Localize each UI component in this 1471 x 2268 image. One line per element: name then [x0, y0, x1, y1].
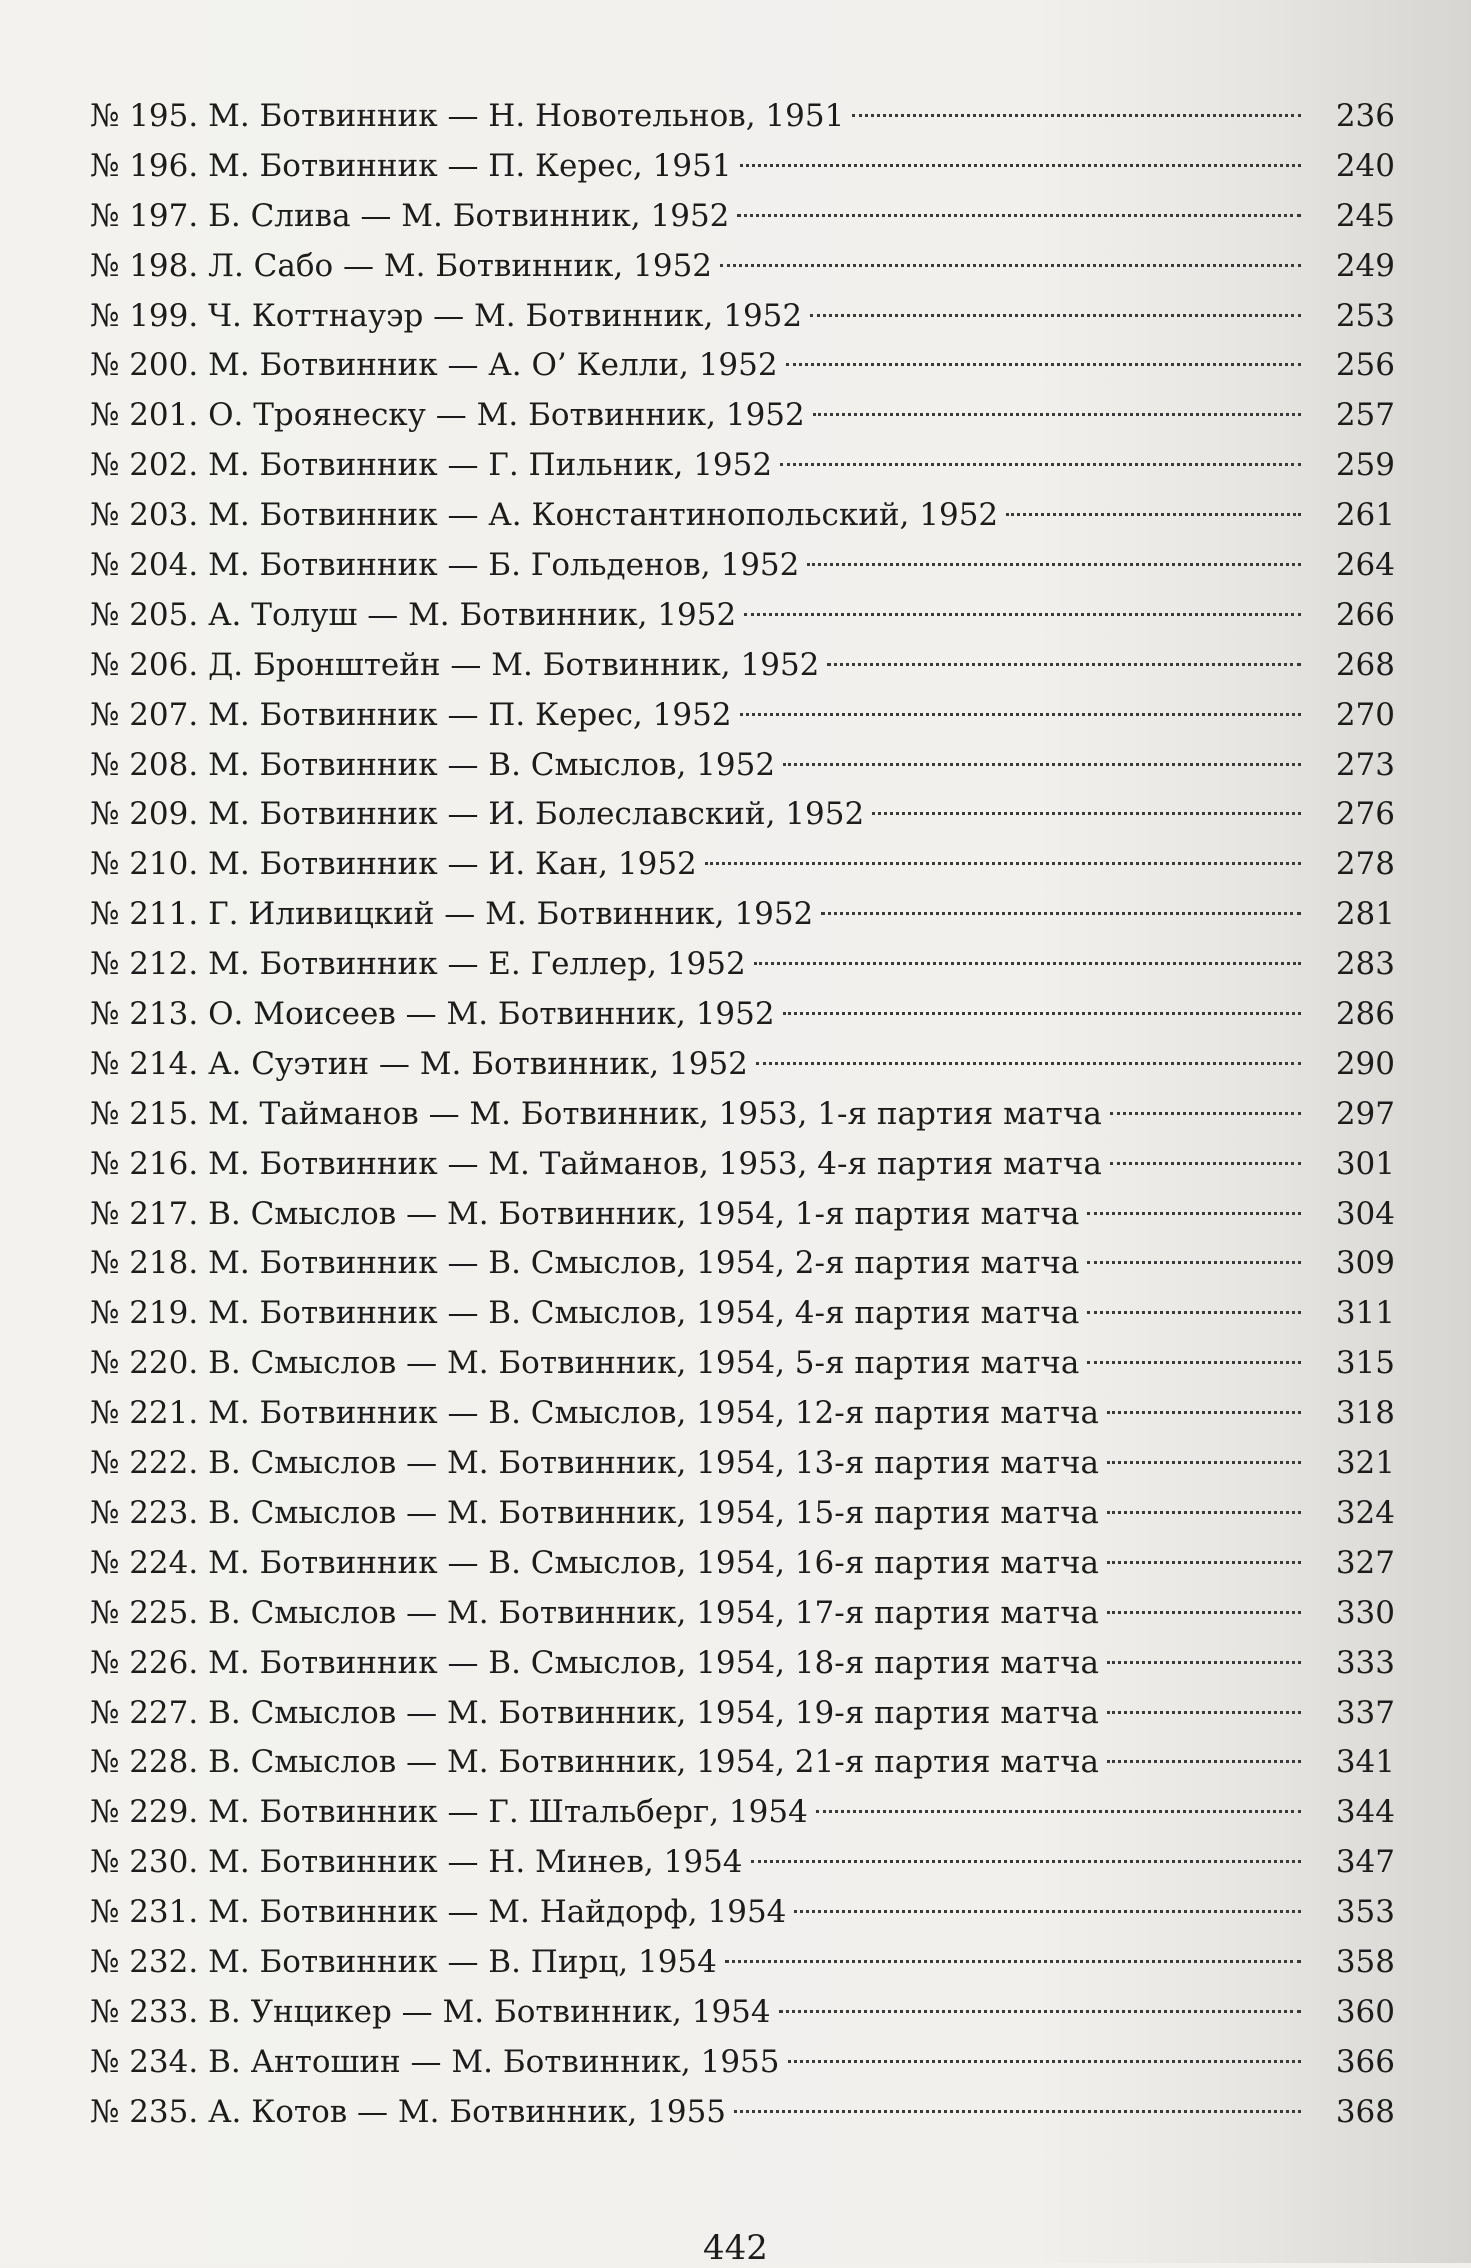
- number-separator: .: [188, 397, 209, 434]
- game-title: М. Ботвинник — А. О’ Келли, 1952: [208, 347, 778, 384]
- page-reference: 290: [1335, 1045, 1395, 1082]
- dot-leader: [852, 114, 1301, 117]
- toc-entry: [90, 441, 1395, 491]
- number-separator: .: [188, 696, 209, 733]
- toc-entry: [90, 1439, 1395, 1489]
- number-separator: .: [188, 1594, 209, 1631]
- page-reference: 236: [1335, 98, 1395, 134]
- page-reference: 333: [1335, 1644, 1395, 1681]
- game-title: В. Унцикер — М. Ботвинник, 1954: [208, 1993, 771, 2030]
- game-number: № 202: [90, 447, 189, 484]
- toc-entry: [90, 1589, 1395, 1639]
- toc-entry: [90, 1689, 1395, 1739]
- game-title: В. Смыслов — М. Ботвинник, 1954, 21-я партия матча: [208, 1744, 1100, 1781]
- game-title: М. Ботвинник — М. Найдорф, 1954: [208, 1894, 787, 1931]
- number-separator: .: [188, 247, 209, 284]
- number-separator: .: [188, 347, 209, 384]
- toc-entry: [90, 242, 1395, 292]
- game-number: № 210: [90, 846, 189, 883]
- dot-leader: [788, 2060, 1302, 2063]
- dot-leader: [872, 812, 1301, 815]
- game-title: В. Смыслов — М. Ботвинник, 1954, 19-я партия матча: [208, 1694, 1100, 1731]
- dot-leader: [779, 2010, 1301, 2013]
- page-reference: 249: [1335, 247, 1395, 284]
- game-number: № 228: [90, 1744, 189, 1781]
- page-reference: 270: [1335, 696, 1395, 733]
- toc-entry: [90, 92, 1395, 142]
- page-reference: 366: [1335, 2043, 1395, 2080]
- game-number: № 219: [90, 1295, 189, 1332]
- toc-entry: [90, 1090, 1395, 1140]
- page-reference: 327: [1335, 1544, 1395, 1581]
- page-reference: 256: [1335, 347, 1395, 384]
- game-title: М. Ботвинник — М. Тайманов, 1953, 4-я партия матча: [208, 1145, 1102, 1182]
- page-reference: 341: [1335, 1744, 1395, 1781]
- page-reference: 347: [1335, 1844, 1395, 1881]
- toc-entry: [90, 391, 1395, 441]
- game-number: № 209: [90, 796, 189, 833]
- dot-leader: [734, 2110, 1301, 2113]
- game-number: № 232: [90, 1943, 189, 1980]
- toc-entry: [90, 1239, 1395, 1289]
- table-of-contents: [90, 92, 1395, 2138]
- game-number: № 234: [90, 2043, 189, 2080]
- game-title: Г. Иливицкий — М. Ботвинник, 1952: [208, 896, 814, 933]
- dot-leader: [1107, 1561, 1301, 1564]
- dot-leader: [725, 1960, 1301, 1963]
- game-number: № 226: [90, 1644, 189, 1681]
- toc-entry: [90, 1389, 1395, 1439]
- page-number: 442: [703, 2228, 768, 2268]
- number-separator: .: [188, 1045, 209, 1082]
- number-separator: .: [188, 796, 209, 833]
- game-title: М. Ботвинник — И. Кан, 1952: [208, 846, 697, 883]
- toc-entry: [90, 1838, 1395, 1888]
- number-separator: .: [188, 1195, 209, 1232]
- game-title: М. Ботвинник — Н. Минев, 1954: [208, 1844, 743, 1881]
- game-number: № 197: [90, 197, 189, 234]
- game-title: М. Ботвинник — Г. Пильник, 1952: [208, 447, 773, 484]
- toc-entry: [90, 1738, 1395, 1788]
- dot-leader: [783, 1012, 1301, 1015]
- number-separator: .: [188, 1744, 209, 1781]
- game-number: № 218: [90, 1245, 189, 1282]
- page-reference: 281: [1335, 896, 1395, 933]
- game-title: М. Ботвинник — В. Смыслов, 1954, 12-я партия матча: [208, 1395, 1100, 1432]
- game-title: М. Ботвинник — А. Константинопольский, 1952: [208, 497, 999, 534]
- number-separator: .: [188, 547, 209, 584]
- game-title: М. Ботвинник — П. Керес, 1952: [208, 696, 732, 733]
- number-separator: .: [188, 596, 209, 633]
- game-title: М. Ботвинник — Г. Штальберг, 1954: [208, 1794, 808, 1831]
- dot-leader: [1107, 1760, 1301, 1763]
- page-reference: 278: [1335, 846, 1395, 883]
- toc-entry: [90, 491, 1395, 541]
- game-number: № 230: [90, 1844, 189, 1881]
- toc-entry: [90, 1888, 1395, 1938]
- game-number: № 235: [90, 2093, 189, 2130]
- number-separator: .: [188, 646, 209, 683]
- dot-leader: [1107, 1611, 1301, 1614]
- dot-leader: [1107, 1711, 1301, 1714]
- toc-entry: [90, 1040, 1395, 1090]
- number-separator: .: [188, 1794, 209, 1831]
- dot-leader: [807, 563, 1301, 566]
- game-number: № 214: [90, 1045, 189, 1082]
- dot-leader: [786, 363, 1301, 366]
- dot-leader: [1107, 1661, 1301, 1664]
- game-title: М. Тайманов — М. Ботвинник, 1953, 1-я партия матча: [208, 1095, 1102, 1132]
- toc-entry: [90, 591, 1395, 641]
- page-reference: 304: [1335, 1195, 1395, 1232]
- page-reference: 286: [1335, 996, 1395, 1033]
- dot-leader: [810, 314, 1301, 317]
- game-number: № 231: [90, 1894, 189, 1931]
- toc-entry: [90, 341, 1395, 391]
- number-separator: .: [188, 147, 209, 184]
- dot-leader: [813, 413, 1301, 416]
- page-reference: 318: [1335, 1395, 1395, 1432]
- dot-leader: [794, 1910, 1301, 1913]
- page-reference: 324: [1335, 1494, 1395, 1531]
- toc-entry: [90, 2088, 1395, 2138]
- toc-entry: [90, 741, 1395, 791]
- dot-leader: [737, 214, 1301, 217]
- dot-leader: [1006, 513, 1301, 516]
- game-number: № 211: [90, 896, 189, 933]
- game-number: № 213: [90, 996, 189, 1033]
- page-reference: 330: [1335, 1594, 1395, 1631]
- toc-entry: [90, 142, 1395, 192]
- game-title: М. Ботвинник — Е. Геллер, 1952: [208, 946, 746, 983]
- number-separator: .: [188, 1245, 209, 1282]
- dot-leader: [744, 613, 1301, 616]
- page-reference: 253: [1335, 297, 1395, 334]
- number-separator: .: [188, 996, 209, 1033]
- dot-leader: [1087, 1311, 1301, 1314]
- game-title: Б. Слива — М. Ботвинник, 1952: [208, 197, 730, 234]
- toc-entry: [90, 790, 1395, 840]
- page-reference: 321: [1335, 1445, 1395, 1482]
- toc-entry: [90, 1988, 1395, 2038]
- game-number: № 205: [90, 596, 189, 633]
- game-number: № 223: [90, 1494, 189, 1531]
- game-number: № 216: [90, 1145, 189, 1182]
- game-number: № 233: [90, 1993, 189, 2030]
- dot-leader: [1107, 1511, 1301, 1514]
- game-title: М. Ботвинник — В. Смыслов, 1952: [208, 746, 776, 783]
- game-number: № 212: [90, 946, 189, 983]
- game-title: М. Ботвинник — В. Смыслов, 1954, 16-я партия матча: [208, 1544, 1100, 1581]
- page-reference: 259: [1335, 447, 1395, 484]
- game-number: № 208: [90, 746, 189, 783]
- game-title: В. Смыслов — М. Ботвинник, 1954, 15-я партия матча: [208, 1494, 1100, 1531]
- dot-leader: [816, 1810, 1301, 1813]
- page-reference: 311: [1335, 1295, 1395, 1332]
- page-reference: 283: [1335, 946, 1395, 983]
- game-title: А. Котов — М. Ботвинник, 1955: [208, 2093, 727, 2130]
- page-reference: 309: [1335, 1245, 1395, 1282]
- game-title: М. Ботвинник — В. Смыслов, 1954, 2-я партия матча: [208, 1245, 1080, 1282]
- dot-leader: [783, 763, 1301, 766]
- game-title: М. Ботвинник — Н. Новотельнов, 1951: [208, 98, 845, 134]
- game-title: О. Моисеев — М. Ботвинник, 1952: [208, 996, 775, 1033]
- toc-entry: [90, 292, 1395, 342]
- number-separator: .: [188, 1894, 209, 1931]
- game-number: № 221: [90, 1395, 189, 1432]
- game-number: № 225: [90, 1594, 189, 1631]
- game-number: № 227: [90, 1694, 189, 1731]
- number-separator: .: [188, 197, 209, 234]
- game-title: Ч. Коттнауэр — М. Ботвинник, 1952: [208, 297, 803, 334]
- number-separator: .: [188, 1295, 209, 1332]
- game-title: В. Антошин — М. Ботвинник, 1955: [208, 2043, 780, 2080]
- game-title: М. Ботвинник — В. Пирц, 1954: [208, 1943, 717, 1980]
- toc-entry: [90, 1140, 1395, 1190]
- game-number: № 206: [90, 646, 189, 683]
- dot-leader: [1087, 1212, 1301, 1215]
- game-number: № 215: [90, 1095, 189, 1132]
- dot-leader: [751, 1860, 1301, 1863]
- toc-entry: [90, 1339, 1395, 1389]
- game-title: М. Ботвинник — В. Смыслов, 1954, 4-я партия матча: [208, 1295, 1080, 1332]
- game-number: № 195: [90, 98, 189, 134]
- game-title: А. Суэтин — М. Ботвинник, 1952: [208, 1045, 748, 1082]
- toc-entry: [90, 691, 1395, 741]
- page-reference: 245: [1335, 197, 1395, 234]
- toc-entry: [90, 890, 1395, 940]
- page-reference: 268: [1335, 646, 1395, 683]
- game-number: № 201: [90, 397, 189, 434]
- number-separator: .: [188, 1395, 209, 1432]
- dot-leader: [1110, 1162, 1301, 1165]
- toc-entry: [90, 1539, 1395, 1589]
- game-title: М. Ботвинник — П. Керес, 1951: [208, 147, 732, 184]
- game-number: № 196: [90, 147, 189, 184]
- number-separator: .: [188, 746, 209, 783]
- number-separator: .: [188, 1494, 209, 1531]
- game-number: № 220: [90, 1345, 189, 1382]
- game-title: М. Ботвинник — И. Болеславский, 1952: [208, 796, 865, 833]
- number-separator: .: [188, 1993, 209, 2030]
- game-number: № 204: [90, 547, 189, 584]
- number-separator: .: [188, 1345, 209, 1382]
- game-title: В. Смыслов — М. Ботвинник, 1954, 5-я партия матча: [208, 1345, 1080, 1382]
- page-reference: 344: [1335, 1794, 1395, 1831]
- dot-leader: [1107, 1461, 1301, 1464]
- page-reference: 358: [1335, 1943, 1395, 1980]
- game-number: № 198: [90, 247, 189, 284]
- game-number: № 229: [90, 1794, 189, 1831]
- dot-leader: [821, 912, 1301, 915]
- number-separator: .: [188, 297, 209, 334]
- page-reference: 360: [1335, 1993, 1395, 2030]
- page-reference: 273: [1335, 746, 1395, 783]
- toc-entry: [90, 1190, 1395, 1240]
- page-reference: 240: [1335, 147, 1395, 184]
- page-reference: 315: [1335, 1345, 1395, 1382]
- number-separator: .: [188, 1544, 209, 1581]
- number-separator: .: [188, 497, 209, 534]
- number-separator: .: [188, 946, 209, 983]
- toc-entry: [90, 990, 1395, 1040]
- number-separator: .: [188, 1694, 209, 1731]
- toc-entry: [90, 541, 1395, 591]
- page-reference: 301: [1335, 1145, 1395, 1182]
- game-number: № 200: [90, 347, 189, 384]
- dot-leader: [756, 1062, 1301, 1065]
- number-separator: .: [188, 2093, 209, 2130]
- page-reference: 368: [1335, 2093, 1395, 2130]
- game-title: А. Толуш — М. Ботвинник, 1952: [208, 596, 737, 633]
- number-separator: .: [188, 1445, 209, 1482]
- toc-entry: [90, 940, 1395, 990]
- toc-entry: [90, 192, 1395, 242]
- dot-leader: [754, 962, 1301, 965]
- game-title: О. Троянеску — М. Ботвинник, 1952: [208, 397, 805, 434]
- game-title: Д. Бронштейн — М. Ботвинник, 1952: [208, 646, 820, 683]
- toc-entry: [90, 1639, 1395, 1689]
- toc-entry: [90, 1788, 1395, 1838]
- dot-leader: [1087, 1361, 1301, 1364]
- dot-leader: [1107, 1411, 1301, 1414]
- page-reference: 264: [1335, 547, 1395, 584]
- dot-leader: [720, 264, 1301, 267]
- dot-leader: [1110, 1112, 1301, 1115]
- toc-entry: [90, 1289, 1395, 1339]
- dot-leader: [1087, 1261, 1301, 1264]
- dot-leader: [740, 164, 1301, 167]
- number-separator: .: [188, 846, 209, 883]
- page-reference: 337: [1335, 1694, 1395, 1731]
- game-number: № 199: [90, 297, 189, 334]
- toc-entry: [90, 1489, 1395, 1539]
- number-separator: .: [188, 1844, 209, 1881]
- number-separator: .: [188, 1095, 209, 1132]
- number-separator: .: [188, 1145, 209, 1182]
- toc-entry: [90, 641, 1395, 691]
- dot-leader: [740, 713, 1301, 716]
- game-title: В. Смыслов — М. Ботвинник, 1954, 17-я партия матча: [208, 1594, 1100, 1631]
- game-number: № 203: [90, 497, 189, 534]
- number-separator: .: [188, 1943, 209, 1980]
- page-reference: 353: [1335, 1894, 1395, 1931]
- game-number: № 224: [90, 1544, 189, 1581]
- dot-leader: [705, 862, 1301, 865]
- game-title: М. Ботвинник — В. Смыслов, 1954, 18-я партия матча: [208, 1644, 1100, 1681]
- game-number: № 222: [90, 1445, 189, 1482]
- toc-entry: [90, 1938, 1395, 1988]
- game-title: М. Ботвинник — Б. Гольденов, 1952: [208, 547, 800, 584]
- page-reference: 261: [1335, 497, 1395, 534]
- dot-leader: [780, 463, 1301, 466]
- game-number: № 217: [90, 1195, 189, 1232]
- number-separator: .: [188, 2043, 209, 2080]
- page-reference: 276: [1335, 796, 1395, 833]
- number-separator: .: [188, 1644, 209, 1681]
- toc-entry: [90, 840, 1395, 890]
- number-separator: .: [188, 98, 209, 134]
- game-title: В. Смыслов — М. Ботвинник, 1954, 1-я партия матча: [208, 1195, 1080, 1232]
- number-separator: .: [188, 447, 209, 484]
- page-reference: 297: [1335, 1095, 1395, 1132]
- game-title: В. Смыслов — М. Ботвинник, 1954, 13-я партия матча: [208, 1445, 1100, 1482]
- dot-leader: [827, 663, 1301, 666]
- page-reference: 257: [1335, 397, 1395, 434]
- game-number: № 207: [90, 696, 189, 733]
- page-reference: 266: [1335, 596, 1395, 633]
- number-separator: .: [188, 896, 209, 933]
- game-title: Л. Сабо — М. Ботвинник, 1952: [208, 247, 713, 284]
- toc-entry: [90, 2038, 1395, 2088]
